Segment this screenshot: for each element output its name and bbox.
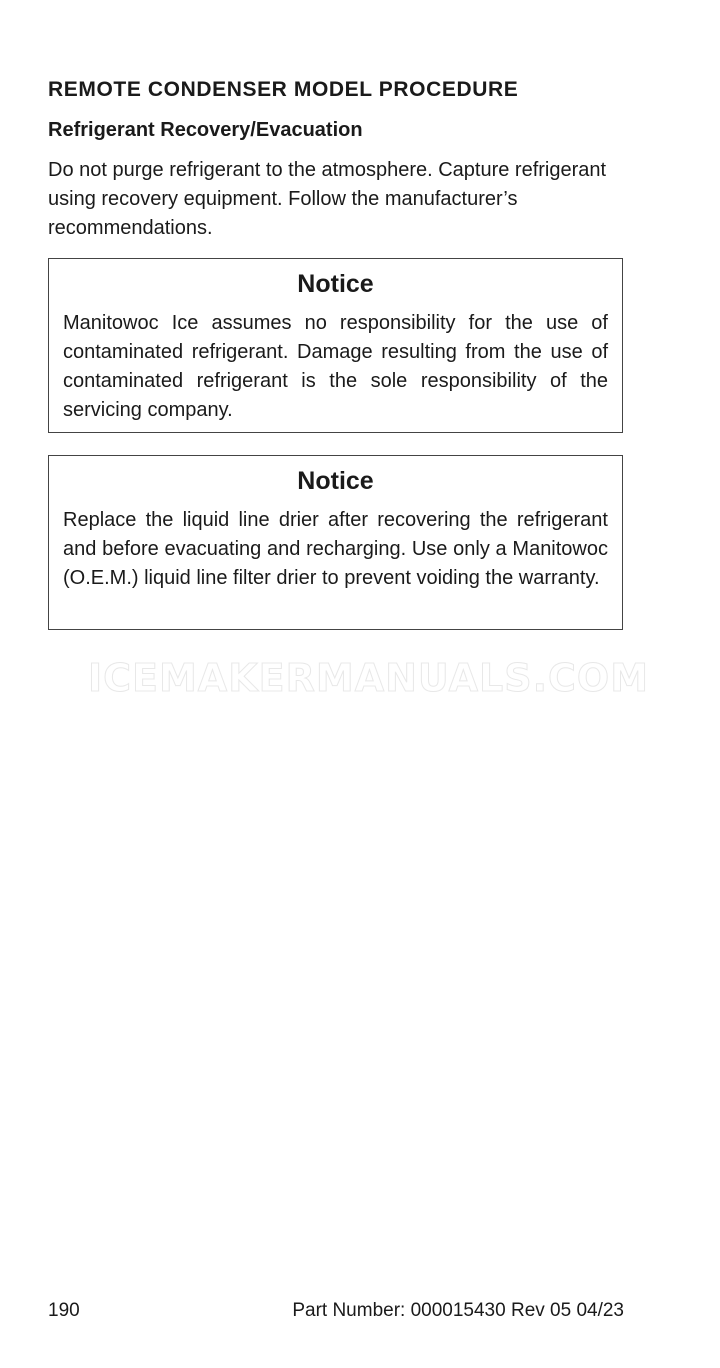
body-paragraph: Do not purge refrigerant to the atmosphere. Capture refrigerant using recovery equipment. Follow the manufacturer’s recommendations.: [48, 159, 607, 239]
sub-heading: Refrigerant Recovery/Evacuation: [48, 119, 363, 141]
section-heading: REMOTE CONDENSER MODEL PROCEDURE: [48, 78, 519, 101]
notice-title: Notice: [297, 467, 374, 495]
page-footer: [48, 1300, 624, 1322]
watermark: ICEMAKERMANUALS.COM: [88, 656, 650, 700]
notice-box-contaminated-refrigerant: [48, 258, 623, 433]
notice-box-liquid-line-drier: [48, 455, 623, 630]
notice-title: Notice: [297, 270, 374, 298]
part-number: Part Number: 000015430 Rev 05 04/23: [292, 1300, 624, 1321]
notice-text: Manitowoc Ice assumes no responsibility for the use of contaminated refrigerant. Damage resulting from the use of contaminated refrigerant is the sole responsibility of the servicing company.: [63, 312, 608, 421]
page-number: 190: [48, 1300, 80, 1321]
notice-text: Replace the liquid line drier after recovering the refrigerant and before evacuating and recharging. Use only a Manitowoc (O.E.M.) liquid line filter drier to prevent voiding the warranty.: [63, 509, 608, 589]
